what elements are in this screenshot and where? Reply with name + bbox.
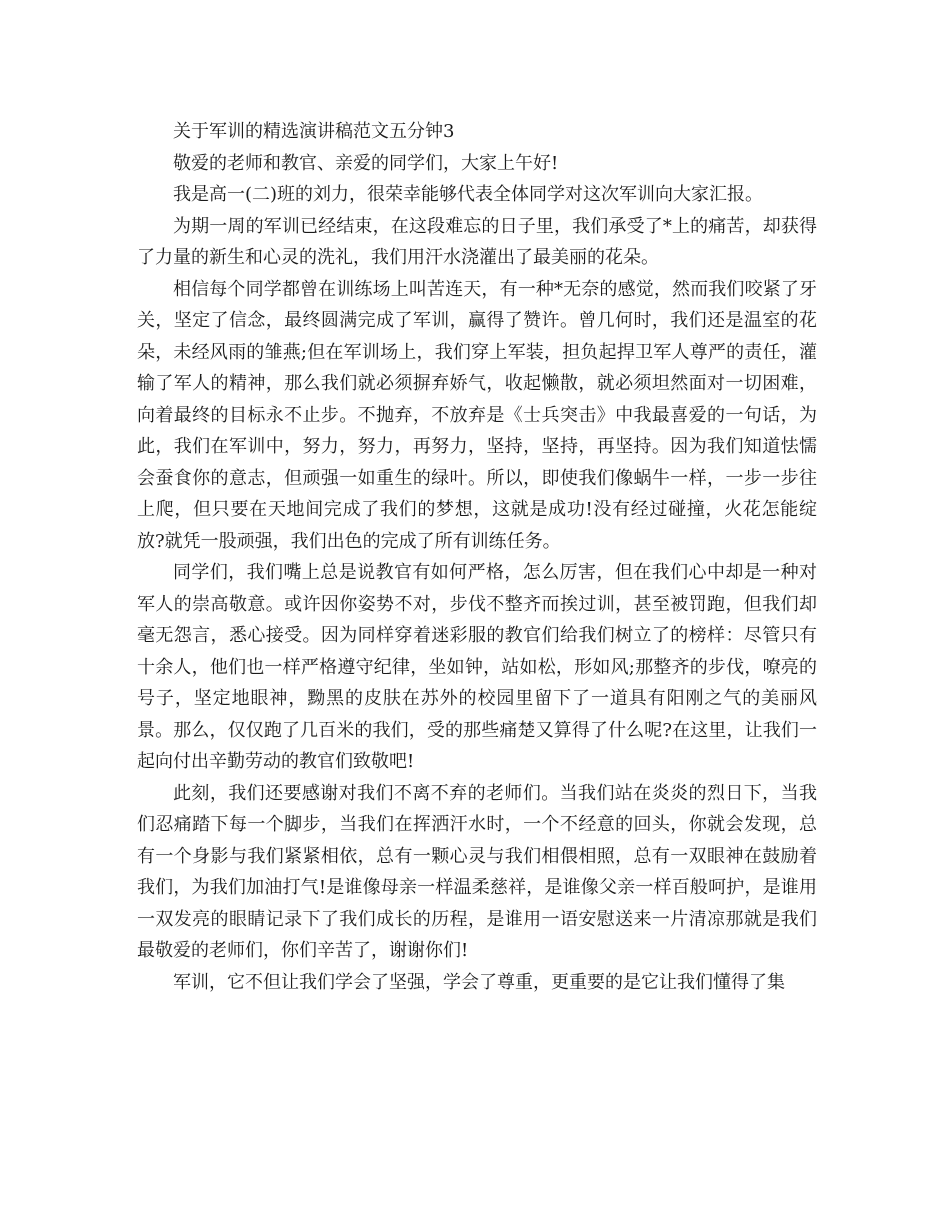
paragraph-instructors: 同学们，我们嘴上总是说教官有如何严格，怎么厉害，但在我们心中却是一种对军人的崇高敬意。或许因你姿势不对，步伐不整齐而挨过训，甚至被罚跑，但我们却毫无怨言，悉心接受。因为同样穿着迷彩服的教官们给我们树立了的榜样：尽管只有十余人，他们也一样严格遵守纪律，坐如钟，站如松，形如风;那整齐的步伐，嘹亮的号子，坚定地眼神，黝黑的皮肤在苏外的校园里留下了一道具有阳刚之气的美丽风景。那么，仅仅跑了几百米的我们，受的那些痛楚又算得了什么呢?在这里，让我们一起向付出辛勤劳动的教官们致敬吧! [137,562,817,772]
paragraph-greeting: 敬爱的老师和教官、亲爱的同学们，大家上午好! [173,152,559,174]
paragraph-closing-partial: 军训，它不但让我们学会了坚强，学会了尊重，更重要的是它让我们懂得了集 [173,971,785,993]
document-body [137,116,817,998]
paragraph-training-ended: 为期一周的军训已经结束，在这段难忘的日子里，我们承受了*上的痛苦，却获得了力量的新生和心灵的洗礼，我们用汗水浇灌出了最美丽的花朵。 [137,215,817,268]
paragraph-introduction: 我是高一(二)班的刘力，很荣幸能够代表全体同学对这次军训向大家汇报。 [173,184,764,205]
paragraph-teachers: 此刻，我们还要感谢对我们不离不弃的老师们。当我们站在炎炎的烈日下，当我们忍痛踏下每一个脚步，当我们在挥洒汗水时，一个不经意的回头，你就会发现，总有一个身影与我们紧紧相依，总有一颗心灵与我们相偎相照，总有一双眼神在鼓励着我们，为我们加油打气!是谁像母亲一样温柔慈祥，是谁像父亲一样百般呵护，是谁用一双发亮的眼睛记录下了我们成长的历程，是谁用一语安慰送来一片清凉那就是我们最敬爱的老师们，你们辛苦了，谢谢你们! [137,782,817,961]
paragraph-perseverance: 相信每个同学都曾在训练场上叫苦连天，有一种*无奈的感觉，然而我们咬紧了牙关，坚定了信念，最终圆满完成了军训，赢得了赞许。曾几何时，我们还是温室的花朵，未经风雨的雏燕;但在军训场上，我们穿上军装，担负起捍卫军人尊严的责任，灌输了军人的精神，那么我们就必须摒弃娇气，收起懒散，就必须坦然面对一切困难，向着最终的目标永不止步。不抛弃，不放弃是《士兵突击》中我最喜爱的一句话，为此，我们在军训中，努力，努力，再努力，坚持，坚持，再坚持。因为我们知道怯懦会蚕食你的意志，但顽强一如重生的绿叶。所以，即使我们像蜗牛一样，一步一步往上爬，但只要在天地间完成了我们的梦想，这就是成功!没有经过碰撞，火花怎能绽放?就凭一股顽强，我们出色的完成了所有训练任务。 [137,278,817,552]
document-title: 关于军训的精选演讲稿范文五分钟3 [173,121,455,142]
